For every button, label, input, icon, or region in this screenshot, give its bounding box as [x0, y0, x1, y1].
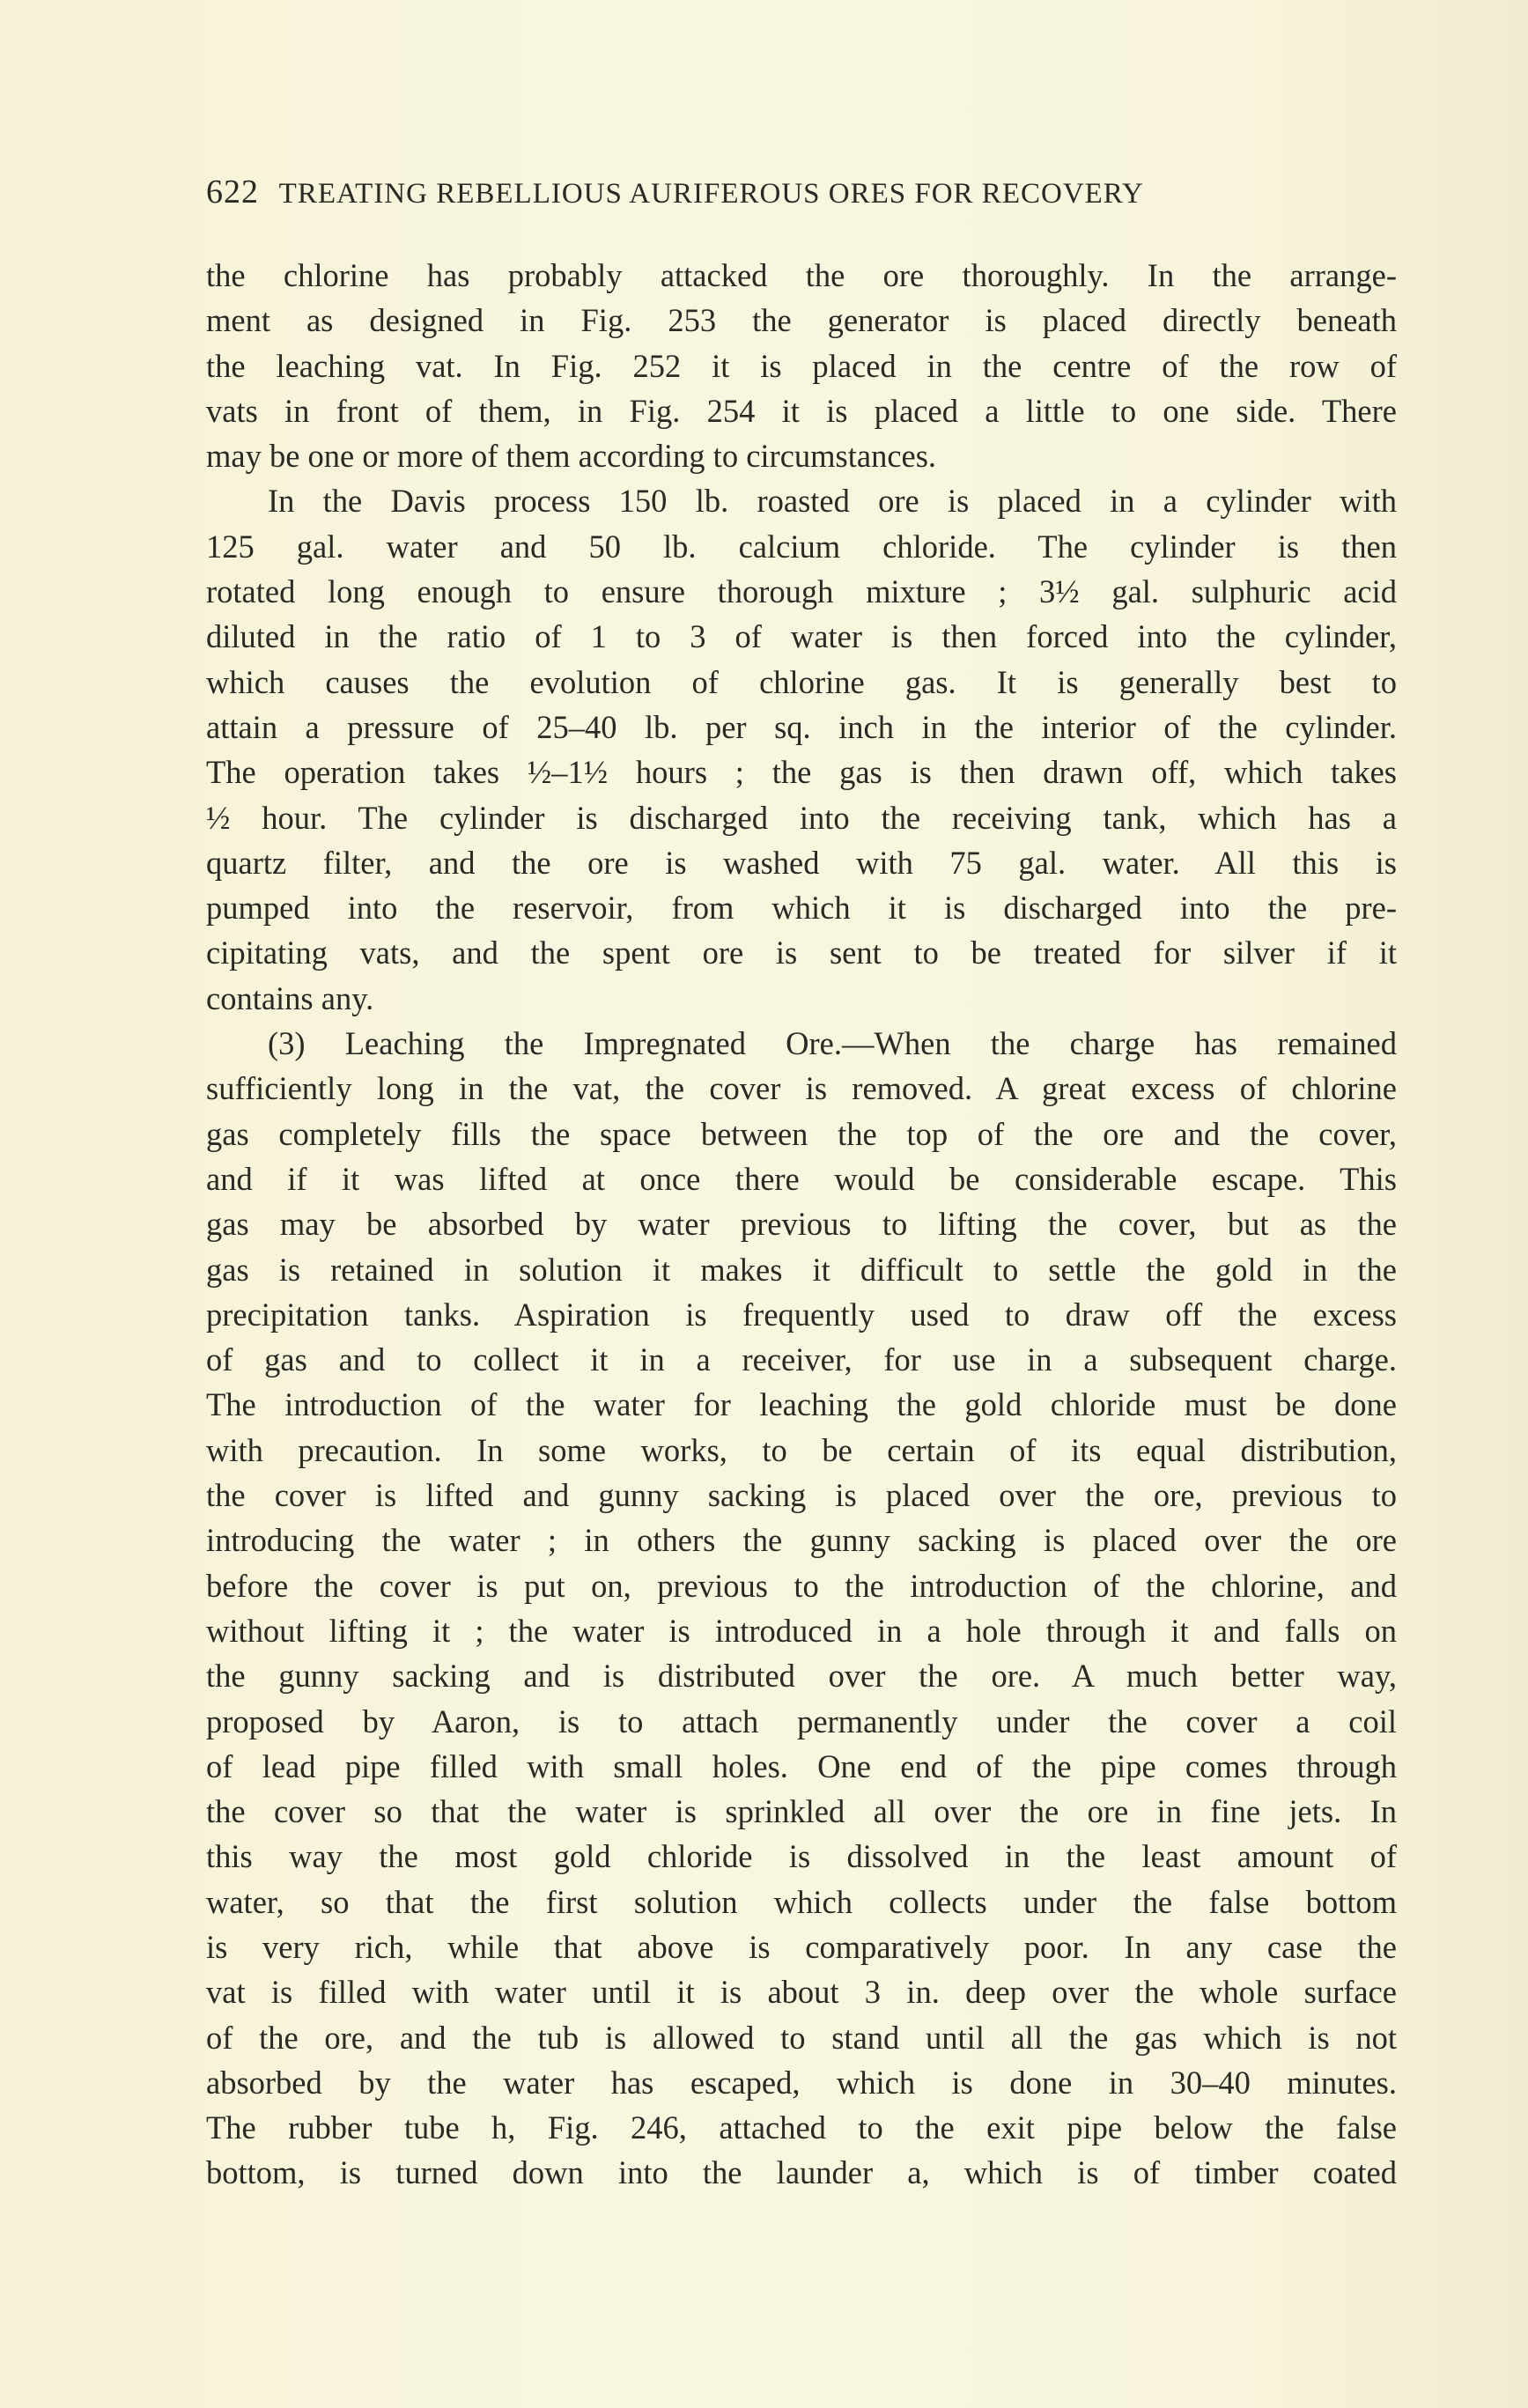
text-line: with precaution. In some works, to be certain of its equal distribution, — [206, 1431, 1397, 1468]
text-line: attain a pressure of 25–40 lb. per sq. inch in the interior of the cylinder. — [206, 708, 1397, 745]
text-line: quartz filter, and the ore is washed with 75 gal. water. All this is — [206, 844, 1397, 881]
text-line: introducing the water ; in others the gunny sacking is placed over the ore — [206, 1522, 1397, 1559]
text-line: is very rich, while that above is comparatively poor. In any case the — [206, 1928, 1397, 1965]
text-line: precipitation tanks. Aspiration is frequently used to draw off the excess — [206, 1296, 1397, 1333]
text-line: ment as designed in Fig. 253 the generator is placed directly beneath — [206, 302, 1397, 339]
text-line: the chlorine has probably attacked the ore thoroughly. In the arrange- — [206, 257, 1397, 293]
text-line: In the Davis process 150 lb. roasted ore is placed in a cylinder with — [268, 483, 1397, 520]
text-line: The introduction of the water for leaching the gold chloride must be done — [206, 1386, 1397, 1423]
text-line: cipitating vats, and the spent ore is sent to be treated for silver if it — [206, 934, 1397, 971]
text-line: proposed by Aaron, is to attach permanently under the cover a coil — [206, 1703, 1397, 1740]
body-text — [206, 253, 1397, 2196]
text-line: water, so that the first solution which collects under the false bottom — [206, 1883, 1397, 1920]
text-line: without lifting it ; the water is introduced in a hole through it and falls on — [206, 1612, 1397, 1649]
text-line: bottom, is turned down into the launder a, which is of timber coated — [206, 2154, 1397, 2191]
text-line: The operation takes ½–1½ hours ; the gas is then drawn off, which takes — [206, 754, 1397, 791]
text-line: the leaching vat. In Fig. 252 it is placed in the centre of the row of — [206, 347, 1397, 384]
text-line: of lead pipe filled with small holes. One end of the pipe comes through — [206, 1747, 1397, 1784]
text-line: (3) Leaching the Impregnated Ore.—When the charge has remained — [268, 1025, 1397, 1062]
running-title: TREATING REBELLIOUS AURIFEROUS ORES FOR RECOVERY — [278, 178, 1144, 210]
text-line: sufficiently long in the vat, the cover is removed. A great excess of chlorine — [206, 1070, 1397, 1107]
text-line: this way the most gold chloride is dissolved in the least amount of — [206, 1838, 1397, 1875]
running-header — [206, 173, 1320, 211]
text-line: vat is filled with water until it is about 3 in. deep over the whole surface — [206, 1974, 1397, 2011]
text-line: contains any. — [206, 979, 374, 1016]
text-line: and if it was lifted at once there would be considerable escape. This — [206, 1160, 1397, 1197]
text-line: may be one or more of them according to circumstances. — [206, 438, 937, 475]
text-line: of gas and to collect it in a receiver, for use in a subsequent charge. — [206, 1341, 1397, 1378]
text-line: the gunny sacking and is distributed over the ore. A much better way, — [206, 1658, 1397, 1695]
text-line: gas may be absorbed by water previous to lifting the cover, but as the — [206, 1206, 1397, 1243]
text-line: the cover so that the water is sprinkled all over the ore in fine jets. In — [206, 1793, 1397, 1830]
text-line: gas is retained in solution it makes it difficult to settle the gold in the — [206, 1251, 1397, 1288]
text-line: which causes the evolution of chlorine gas. It is generally best to — [206, 663, 1397, 700]
text-line: of the ore, and the tub is allowed to stand until all the gas which is not — [206, 2019, 1397, 2056]
text-line: absorbed by the water has escaped, which is done in 30–40 minutes. — [206, 2064, 1397, 2101]
text-line: The rubber tube h, Fig. 246, attached to the exit pipe below the false — [206, 2109, 1397, 2146]
text-line: gas completely fills the space between the top of the ore and the cover, — [206, 1115, 1397, 1152]
text-line: vats in front of them, in Fig. 254 it is placed a little to one side. There — [206, 392, 1397, 429]
text-line: ½ hour. The cylinder is discharged into the receiving tank, which has a — [206, 799, 1397, 836]
text-line: rotated long enough to ensure thorough mixture ; 3½ gal. sulphuric acid — [206, 573, 1397, 610]
text-line: pumped into the reservoir, from which it is discharged into the pre- — [206, 890, 1397, 927]
text-line: before the cover is put on, previous to the introduction of the chlorine, and — [206, 1567, 1397, 1604]
text-line: diluted in the ratio of 1 to 3 of water is then forced into the cylinder, — [206, 618, 1397, 655]
text-line: the cover is lifted and gunny sacking is placed over the ore, previous to — [206, 1477, 1397, 1514]
page-number: 622 — [206, 174, 259, 211]
text-line: 125 gal. water and 50 lb. calcium chloride. The cylinder is then — [206, 528, 1397, 565]
